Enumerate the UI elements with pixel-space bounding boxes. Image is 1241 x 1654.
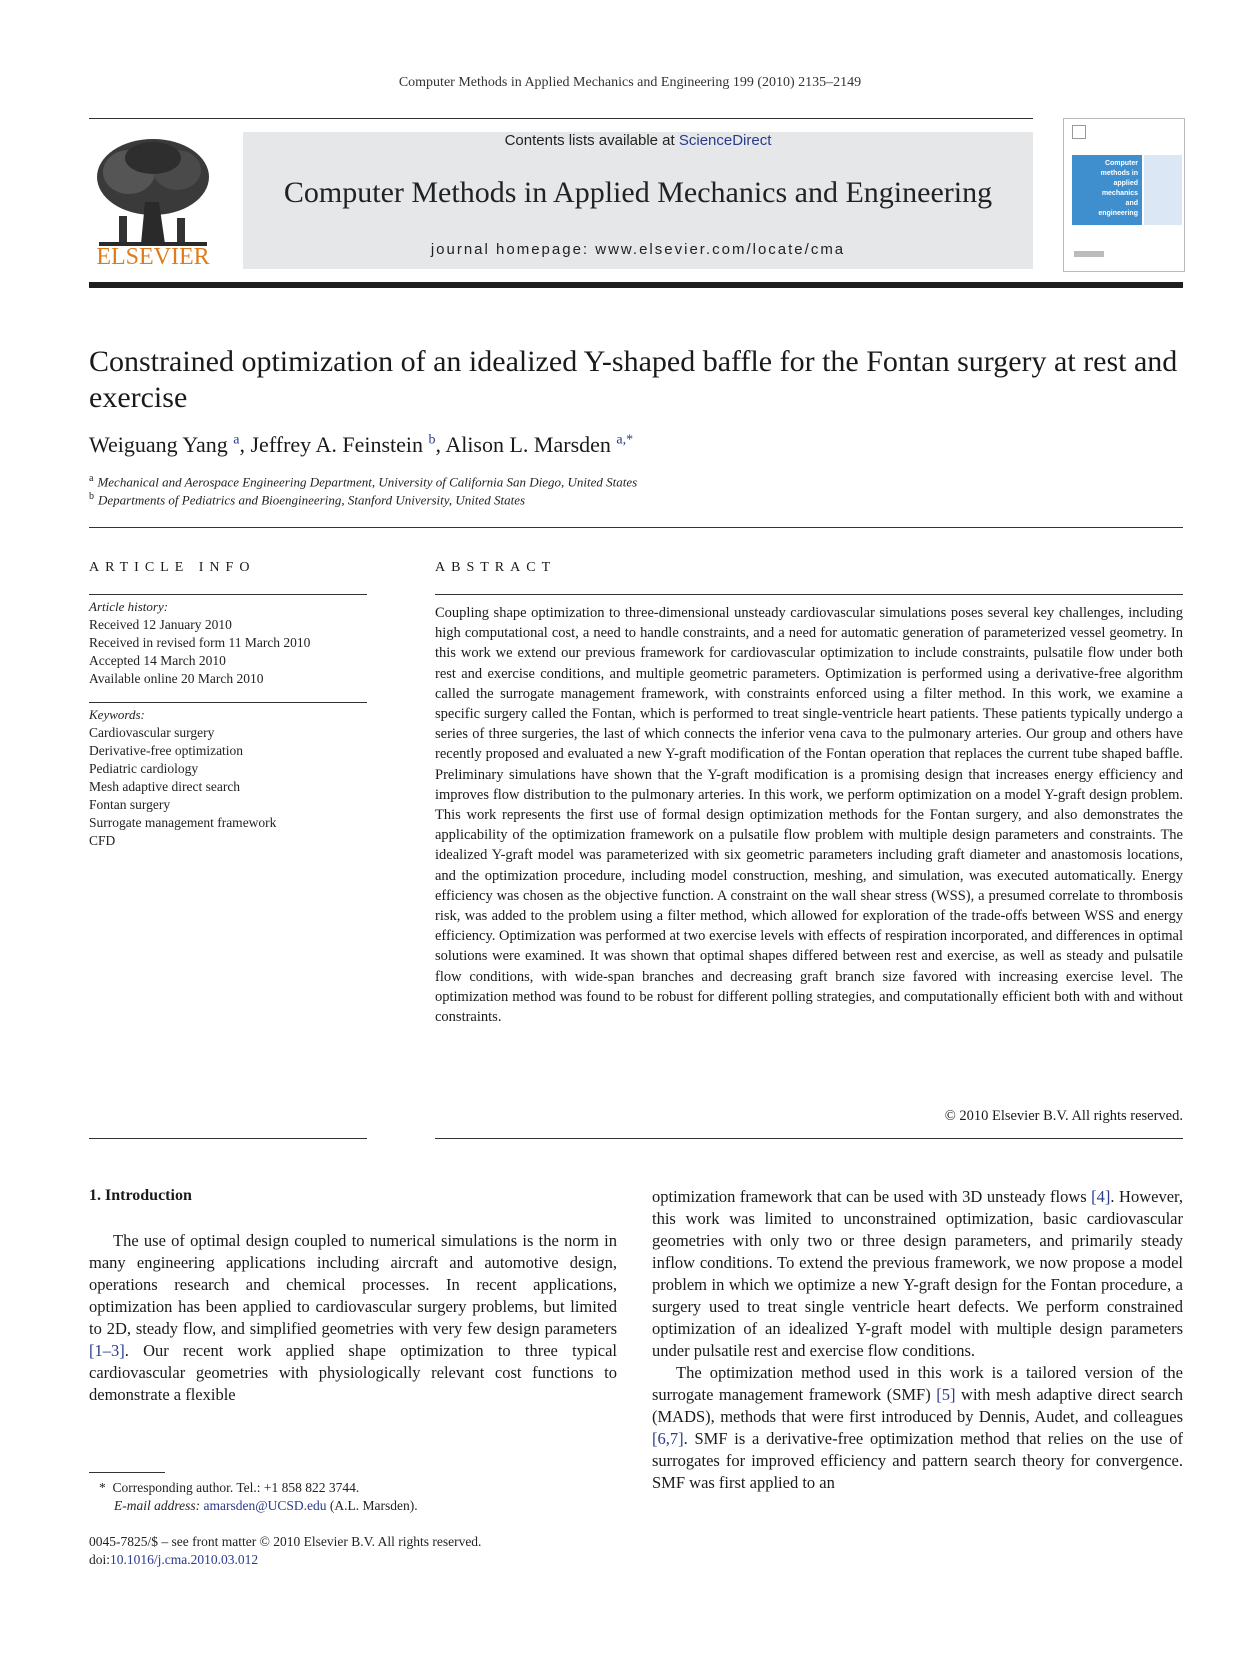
body-column-left (89, 1230, 617, 1406)
footnote-line (89, 1479, 609, 1497)
cover-light-block (1144, 155, 1182, 225)
article-history-list (89, 616, 310, 688)
elsevier-logo (89, 132, 217, 272)
footnote-rule (89, 1472, 165, 1473)
affiliation-mark: a (89, 473, 94, 484)
doi-link[interactable]: 10.1016/j.cma.2010.03.012 (110, 1552, 259, 1567)
history-item: Received in revised form 11 March 2010 (89, 635, 311, 650)
contents-line (243, 132, 1033, 149)
contents-prefix: Contents lists available at (504, 132, 679, 149)
sciencedirect-link[interactable]: ScienceDirect (678, 132, 772, 149)
abstract-text: Coupling shape optimization to three-dimensional unsteady cardiovascular simulations poses several key challenges, including high computational cost, a need to handle constraints, and a need for automatic generation of parameterized vessel geometry. In this work we extend our previous framework for cardiovascular optimization to include constraints, pulsatile flow under both rest and exercise conditions, and multiple geometric parameters. Optimization is performed using a derivative-free algorithm called the surrogate management framework, with constraints enforced using a filter method. In this work, we examine a specific surgery called the Fontan, which is performed to treat single-ventricle heart patients. These patients typically undergo a series of three surgeries, the last of which connects the inferior vena cava to the pulmonary arteries. Our group and others have recently proposed and evaluated a new Y-graft modification of the Fontan operation that replaces the current tube shaped baffle. Preliminary simulations have shown that the Y-graft modification is a promising design that increases energy efficiency and improves flow distribution to the pulmonary arteries. In this work, we perform optimization on a model Y-graft design problem. This work represents the first use of formal design optimization methods for the Fontan surgery, and also demonstrates the applicability of the optimization framework on a pulsatile flow problem with multiple design parameters and constraints. The idealized Y-graft model was parameterized with six geometric parameters including graft diameter and anastomosis locations, and the optimization procedure, including model construction, meshing, and simulation, was executed automatically. Energy efficiency was chosen as the objective function. A constraint on the wall shear stress (WSS), a presumed correlate to thrombosis risk, was added to the problem using a filter method, which allowed for exploration of the trade-offs between WSS and energy efficiency. Optimization was performed at two exercise levels with effects of respiration incorporated, and differences in optimal solutions were examined. It was shown that optimal shapes differed between rest and exercise, as well as steady and pulsatile flow conditions, with wide-span branches and decreasing graft branch size favored with increasing exercise level. The optimization method was found to be robust for different polling strategies, and computationally efficient both with and without constraints. (435, 605, 1183, 1026)
affiliation (89, 491, 1183, 508)
footnote-mark: * (99, 1480, 106, 1495)
email-label: E-mail address: (114, 1498, 201, 1513)
article-info-rule (89, 594, 367, 595)
citation-link[interactable]: [6,7] (652, 1429, 684, 1448)
keyword-item: Derivative-free optimization (89, 743, 244, 758)
cover-logo-icon (1072, 125, 1086, 139)
keywords-label: Keywords: (89, 707, 145, 722)
keywords-rule (89, 702, 367, 703)
abstract-heading: ABSTRACT (435, 560, 557, 575)
keyword-item: Cardiovascular surgery (89, 725, 215, 740)
footnote-line (89, 1497, 609, 1515)
keyword-item: CFD (89, 833, 116, 848)
history-item: Received 12 January 2010 (89, 617, 232, 632)
keyword-item: Mesh adaptive direct search (89, 779, 241, 794)
citation-link[interactable]: [4] (1091, 1187, 1111, 1206)
keyword-item: Surrogate management framework (89, 815, 277, 830)
email-suffix: (A.L. Marsden). (329, 1498, 418, 1513)
cover-title: Computer methods in applied mechanics and engineering (1098, 160, 1138, 217)
front-matter (89, 1533, 689, 1569)
author-affil-mark[interactable]: b (428, 432, 436, 448)
affiliation-mark: b (89, 491, 94, 502)
doi-line: doi:10.1016/j.cma.2010.03.012 (89, 1552, 259, 1567)
article-info-heading: ARTICLE INFO (89, 560, 256, 575)
keyword-item: Pediatric cardiology (89, 761, 199, 776)
abstract-bottom-rule (435, 1138, 1183, 1139)
affiliation-text: Mechanical and Aerospace Engineering Department, University of California San Diego, United States (97, 474, 638, 490)
journal-title: Computer Methods in Applied Mechanics and Engineering (283, 176, 993, 209)
body-paragraph: The use of optimal design coupled to numerical simulations is the norm in many engineering applications including aircraft and automotive design, operations research and chemical processes. In recent applications, optimization has been applied to cardiovascular surgery problems, but limited to 2D, steady flow, and simplified geometries with very few design parameters [1–3]. Our recent work applied shape optimization to three typical cardiovascular geometries with physiologically relevant cost functions to demonstrate a flexible (89, 1231, 617, 1404)
citation-link[interactable]: [5] (936, 1385, 956, 1404)
section-heading-introduction: 1. Introduction (89, 1187, 192, 1204)
publisher-wordmark: ELSEVIER (96, 244, 210, 270)
history-item: Accepted 14 March 2010 (89, 653, 226, 668)
title-block-rule (89, 527, 1183, 528)
author-name: Alison L. Marsden (445, 432, 611, 457)
author-affil-mark[interactable]: a (233, 432, 240, 448)
author-name: Jeffrey A. Feinstein (250, 432, 424, 457)
paper-title: Constrained optimization of an idealized Y-shaped baffle for the Fontan surgery at rest and exercise (89, 345, 1178, 414)
corresponding-author-footnote (89, 1479, 609, 1515)
top-rule (89, 118, 1033, 119)
keywords-list (89, 724, 276, 850)
footnote-corresponding: Corresponding author. Tel.: +1 858 822 3744. (112, 1480, 360, 1495)
issn-line: 0045-7825/$ – see front matter © 2010 Elsevier B.V. All rights reserved. (89, 1534, 482, 1549)
journal-homepage[interactable]: journal homepage: www.elsevier.com/locate/cma (430, 241, 846, 258)
running-head: Computer Methods in Applied Mechanics and Engineering 199 (2010) 2135–2149 (398, 75, 862, 90)
journal-cover-thumbnail (1063, 118, 1185, 272)
affiliation-text: Departments of Pediatrics and Bioengineering, Stanford University, United States (98, 492, 526, 508)
affiliation (89, 473, 1183, 490)
abstract-copyright: © 2010 Elsevier B.V. All rights reserved. (944, 1108, 1183, 1124)
email-link[interactable]: amarsden@UCSD.edu (203, 1498, 327, 1513)
article-history-label: Article history: (89, 599, 169, 614)
author-list: Weiguang Yang $^a$, Jeffrey A. Feinstein $^b$, Alison L. Marsden $^{a,*}$ (89, 432, 634, 457)
abstract-rule (435, 594, 1183, 595)
citation-link[interactable]: [1–3] (89, 1341, 125, 1360)
article-info-bottom-rule (89, 1138, 367, 1139)
body-column-right (652, 1186, 1183, 1494)
keyword-item: Fontan surgery (89, 797, 171, 812)
body-paragraph: The optimization method used in this work is a tailored version of the surrogate management framework (SMF) [5] with mesh adaptive direct search (MADS), methods that were first introduced by Dennis, Audet, and colleagues [6,7]. SMF is a derivative-free optimization method that relies on the use of surrogates for improved efficiency and pattern search theory for convergence. SMF was first applied to an (652, 1363, 1183, 1492)
author-name: Weiguang Yang (89, 432, 228, 457)
author-affil-mark[interactable]: a,* (616, 432, 634, 448)
masthead-heavy-rule (89, 282, 1183, 288)
cover-footer-mark (1074, 251, 1104, 257)
history-item: Available online 20 March 2010 (89, 671, 264, 686)
body-paragraph: optimization framework that can be used with 3D unsteady flows [4]. However, this work was limited to unconstrained optimization, basic cardiovascular geometries with only two or three design parameters, and primarily steady inflow conditions. To extend the previous framework, we now propose a model problem in which we optimize a new Y-graft design for the Fontan procedure, a surgery used to treat single ventricle heart defects. We perform constrained optimization of an idealized Y-graft model with multiple design parameters under pulsatile rest and exercise flow conditions. (652, 1187, 1183, 1360)
